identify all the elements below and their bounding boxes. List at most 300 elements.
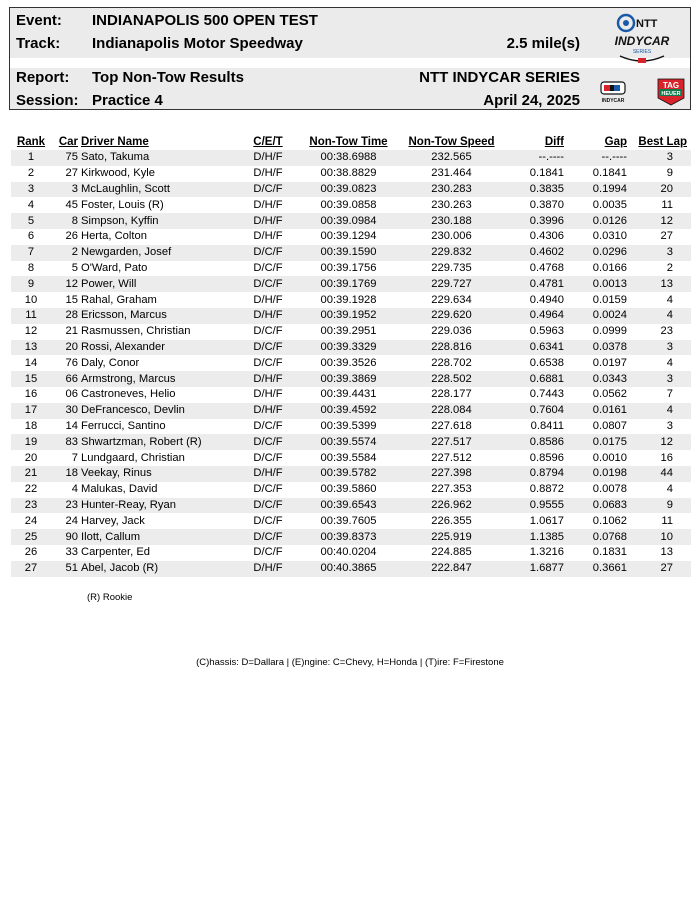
cell-speed: 222.847	[399, 561, 504, 577]
cell-cet: D/C/F	[238, 276, 298, 292]
cell-car: 15	[65, 293, 78, 306]
cell-time: 00:39.3329	[298, 340, 399, 356]
cell-speed: 226.962	[399, 498, 504, 514]
cell-driver: O'Ward, Pato	[81, 261, 148, 274]
cell-time: 00:38.6988	[298, 150, 399, 166]
indycar-text: INDYCAR	[614, 34, 670, 48]
cell-cet: D/C/F	[253, 419, 283, 432]
cell-diff: 0.8586	[504, 434, 568, 450]
cell-driver: Shwartzman, Robert (R)	[78, 434, 238, 450]
cell-bestlap: 13	[633, 276, 691, 292]
cell-gap: 0.0768	[568, 529, 633, 545]
col-driver: Driver Name	[81, 135, 149, 148]
cell-speed: 227.618	[431, 419, 472, 432]
cell-bestlap: 23	[660, 325, 673, 338]
cell-time: 00:39.3869	[298, 371, 399, 387]
cell-diff: 1.3216	[529, 546, 564, 559]
cell-gap: 0.0197	[592, 356, 627, 369]
cell-cet: D/C/F	[238, 529, 298, 545]
table-row	[11, 513, 691, 529]
cell-diff: 0.8794	[504, 466, 568, 482]
table-row	[11, 355, 691, 371]
cell-driver: Carpenter, Ed	[81, 546, 151, 559]
cell-cet: D/C/F	[238, 434, 298, 450]
cell-gap: 0.0035	[592, 198, 627, 211]
cell-cet: D/C/F	[253, 514, 283, 527]
cell-diff: 0.5963	[529, 325, 564, 338]
cell-time: 00:39.1769	[298, 276, 399, 292]
cell-speed: 229.832	[399, 245, 504, 261]
cell-gap: 0.0024	[568, 308, 633, 324]
cell-speed: 230.188	[399, 213, 504, 229]
cell-diff: 0.6341	[504, 340, 568, 356]
cell-car: 23	[51, 498, 78, 514]
cell-driver: Lundgaard, Christian	[81, 451, 185, 464]
cell-bestlap: 3	[666, 419, 673, 432]
cell-bestlap: 4	[633, 403, 691, 419]
cell-car: 18	[51, 466, 78, 482]
cell-diff: 0.6538	[529, 356, 564, 369]
cell-time: 00:39.6543	[298, 498, 399, 514]
cell-car: 83	[51, 434, 78, 450]
cell-rank: 27	[11, 561, 51, 577]
cell-car: 3	[51, 182, 78, 198]
cell-driver: Ferrucci, Santino	[81, 419, 166, 432]
table-row	[11, 292, 691, 308]
table-row	[11, 482, 691, 498]
cell-time: 00:39.1952	[298, 308, 399, 324]
cell-speed: 229.735	[431, 261, 472, 274]
cell-time: 00:39.5782	[298, 466, 399, 482]
cell-diff: 0.3835	[504, 182, 568, 198]
table-row	[11, 245, 691, 261]
flag-icon	[638, 58, 646, 63]
cell-driver: Rahal, Graham	[81, 293, 157, 306]
cell-diff: 0.9555	[504, 498, 568, 514]
cell-speed: 225.919	[399, 529, 504, 545]
cell-time: 00:39.5574	[298, 434, 399, 450]
cell-cet: D/H/F	[238, 403, 298, 419]
cell-time: 00:39.0984	[298, 213, 399, 229]
cell-diff: 0.3996	[504, 213, 568, 229]
event-label: Event:	[16, 12, 62, 29]
ntt-dot-icon	[623, 20, 629, 26]
indycar-small-text: INDYCAR	[601, 98, 625, 104]
cell-diff: 0.3870	[529, 198, 564, 211]
session-value: Practice 4	[92, 92, 163, 109]
cell-speed: 229.620	[399, 308, 504, 324]
cell-speed: 224.885	[431, 546, 472, 559]
cell-car: 20	[51, 340, 78, 356]
table-row	[11, 403, 691, 419]
table-row	[11, 213, 691, 229]
cell-time: 00:39.5584	[320, 451, 377, 464]
cell-speed: 226.355	[431, 514, 472, 527]
cell-diff: 1.6877	[504, 561, 568, 577]
col-gap: Gap	[604, 135, 627, 148]
table-row	[11, 466, 691, 482]
cell-time: 00:39.1756	[320, 261, 377, 274]
cell-rank: 10	[24, 293, 38, 306]
cell-time: 00:39.1590	[298, 245, 399, 261]
col-diff: Diff	[544, 135, 564, 148]
cell-driver: Newgarden, Josef	[78, 245, 238, 261]
cell-diff: --.----	[504, 150, 568, 166]
cell-rank: 6	[27, 230, 35, 243]
cell-cet: D/H/F	[253, 167, 283, 180]
cell-car: 76	[65, 356, 78, 369]
cell-car: 33	[65, 546, 78, 559]
cell-bestlap: 11	[661, 198, 673, 211]
cell-diff: 0.4781	[504, 276, 568, 292]
series-text: SERIES	[632, 49, 652, 55]
col-cet: C/E/T	[253, 135, 283, 148]
cell-driver: Simpson, Kyffin	[78, 213, 238, 229]
cell-speed: 230.006	[431, 230, 472, 243]
cell-diff: 0.4964	[504, 308, 568, 324]
cell-bestlap: 27	[633, 561, 691, 577]
cell-driver: McLaughlin, Scott	[78, 182, 238, 198]
cell-bestlap: 20	[633, 182, 691, 198]
table-row	[11, 419, 691, 435]
cell-gap: 0.3661	[568, 561, 633, 577]
cell-speed: 227.517	[399, 434, 504, 450]
cell-car: 2	[51, 245, 78, 261]
cell-rank: 20	[24, 451, 38, 464]
cell-gap: 0.0161	[568, 403, 633, 419]
cell-rank: 4	[27, 198, 35, 211]
table-row	[11, 197, 691, 213]
cell-driver: Sato, Takuma	[78, 150, 238, 166]
cell-cet: D/C/F	[238, 182, 298, 198]
cell-cet: D/C/F	[253, 325, 283, 338]
cet-legend: (C)hassis: D=Dallara | (E)ngine: C=Chevy, H=Honda | (T)ire: F=Firestone	[196, 657, 504, 668]
cell-cet: D/H/F	[238, 561, 298, 577]
cell-gap: 0.1062	[592, 514, 627, 527]
cell-bestlap: 3	[633, 245, 691, 261]
cell-driver: Abel, Jacob (R)	[78, 561, 238, 577]
table-row	[11, 276, 691, 292]
cell-speed: 227.398	[399, 466, 504, 482]
indycar-small-logo	[598, 80, 628, 104]
cell-bestlap: 7	[666, 388, 673, 401]
cell-driver: Foster, Louis (R)	[81, 198, 164, 211]
cell-rank: 19	[11, 434, 51, 450]
cell-car: 06	[65, 388, 78, 401]
cell-diff: 0.8411	[530, 419, 564, 432]
cell-car: 7	[71, 451, 78, 464]
cell-rank: 17	[11, 403, 51, 419]
table-row	[11, 229, 691, 245]
table-row	[11, 166, 691, 182]
cell-rank: 16	[24, 388, 38, 401]
table-row	[11, 545, 691, 561]
cell-cet: D/C/F	[238, 245, 298, 261]
cell-speed: 229.727	[399, 276, 504, 292]
cell-cet: D/H/F	[253, 230, 283, 243]
cell-speed: 227.512	[431, 451, 472, 464]
cell-cet: D/C/F	[238, 498, 298, 514]
cell-rank: 21	[11, 466, 51, 482]
cell-cet: D/C/F	[253, 261, 283, 274]
header-divider	[10, 58, 690, 68]
cell-bestlap: 3	[633, 340, 691, 356]
tag-text: TAG	[662, 81, 680, 90]
cell-cet: D/C/F	[253, 356, 283, 369]
cell-gap: 0.0378	[568, 340, 633, 356]
cell-gap: 0.0166	[592, 261, 627, 274]
cell-rank: 9	[11, 276, 51, 292]
cell-bestlap: 16	[660, 451, 673, 464]
cell-time: 00:39.1928	[320, 293, 377, 306]
cell-bestlap: 3	[633, 371, 691, 387]
cell-diff: 0.7443	[529, 388, 564, 401]
cell-bestlap: 4	[666, 483, 673, 496]
cell-bestlap: 2	[666, 261, 673, 274]
cell-bestlap: 4	[666, 293, 673, 306]
table-row	[11, 261, 691, 277]
cell-driver: DeFrancesco, Devlin	[78, 403, 238, 419]
cell-gap: 0.0175	[568, 434, 633, 450]
cell-rank: 12	[24, 325, 38, 338]
cell-speed: 230.263	[431, 198, 472, 211]
cell-rank: 2	[27, 167, 35, 180]
cell-driver: Ericsson, Marcus	[78, 308, 238, 324]
cell-speed: 229.036	[431, 325, 472, 338]
cell-bestlap: 4	[633, 308, 691, 324]
cell-bestlap: 4	[666, 356, 673, 369]
cell-speed: 228.177	[431, 388, 472, 401]
cell-diff: 1.1385	[504, 529, 568, 545]
cell-speed: 228.084	[399, 403, 504, 419]
cell-car: 30	[51, 403, 78, 419]
cell-bestlap: 3	[633, 150, 691, 166]
table-row	[11, 434, 691, 450]
cell-car: 27	[65, 167, 78, 180]
cell-bestlap: 11	[661, 514, 673, 527]
cell-bestlap: 9	[666, 167, 673, 180]
results-table	[11, 133, 691, 577]
cell-driver: Rossi, Alexander	[78, 340, 238, 356]
cell-cet: D/C/F	[253, 451, 283, 464]
cell-rank: 18	[24, 419, 38, 432]
cell-cet: D/H/F	[238, 150, 298, 166]
table-row	[11, 308, 691, 324]
cell-bestlap: 12	[633, 213, 691, 229]
track-length: 2.5 mile(s)	[506, 35, 580, 52]
cell-driver: Malukas, David	[81, 483, 158, 496]
col-car: Car	[58, 135, 78, 148]
cell-cet: D/C/F	[238, 340, 298, 356]
report-header	[9, 7, 691, 110]
cell-time: 00:39.5399	[320, 419, 377, 432]
cell-diff: 0.4940	[529, 293, 564, 306]
cell-driver: Daly, Conor	[81, 356, 140, 369]
cell-rank: 8	[27, 261, 35, 274]
cell-time: 00:39.7605	[320, 514, 377, 527]
cell-gap: 0.0078	[592, 483, 627, 496]
heuer-text: HEUER	[661, 91, 681, 97]
cell-time: 00:39.3526	[320, 356, 377, 369]
indycar-logo	[612, 12, 672, 68]
report-label: Report:	[16, 69, 70, 86]
cell-speed: 228.702	[431, 356, 472, 369]
table-row	[11, 371, 691, 387]
cell-rank: 14	[24, 356, 38, 369]
cell-bestlap: 9	[633, 498, 691, 514]
cell-speed: 231.464	[431, 167, 472, 180]
rookie-footnote: (R) Rookie	[87, 592, 133, 603]
cell-gap: 0.0126	[568, 213, 633, 229]
cell-driver: Herta, Colton	[81, 230, 147, 243]
cell-car: 28	[51, 308, 78, 324]
cell-cet: D/H/F	[253, 293, 283, 306]
cell-bestlap: 10	[633, 529, 691, 545]
cell-time: 00:39.4431	[320, 388, 377, 401]
cell-rank: 26	[24, 546, 38, 559]
cell-bestlap: 12	[633, 434, 691, 450]
cell-gap: 0.0999	[592, 325, 627, 338]
cell-gap: 0.0807	[592, 419, 627, 432]
table-row	[11, 450, 691, 466]
cell-cet: D/H/F	[253, 388, 283, 401]
cell-speed: 227.353	[431, 483, 472, 496]
cell-rank: 1	[11, 150, 51, 166]
cell-cet: D/H/F	[238, 371, 298, 387]
col-time: Non-Tow Time	[309, 135, 388, 148]
table-row	[11, 182, 691, 198]
cell-diff: 0.8872	[529, 483, 564, 496]
cell-rank: 15	[11, 371, 51, 387]
cell-time: 00:39.8373	[298, 529, 399, 545]
cell-driver: Veekay, Rinus	[78, 466, 238, 482]
cell-bestlap: 44	[633, 466, 691, 482]
col-rank: Rank	[16, 135, 46, 148]
cell-bestlap: 13	[660, 546, 673, 559]
cell-gap: 0.0683	[568, 498, 633, 514]
table-row	[11, 561, 691, 577]
ntt-text: NTT	[636, 18, 658, 30]
cell-gap: 0.0159	[592, 293, 627, 306]
col-speed: Non-Tow Speed	[408, 135, 495, 148]
cell-speed: 229.634	[431, 293, 472, 306]
cell-speed: 230.283	[399, 182, 504, 198]
tag-heuer-logo	[655, 78, 687, 106]
cell-car: 24	[65, 514, 78, 527]
cell-cet: D/H/F	[238, 308, 298, 324]
cell-car: 8	[51, 213, 78, 229]
cell-bestlap: 27	[660, 230, 673, 243]
cell-driver: Rasmussen, Christian	[81, 325, 191, 338]
cell-diff: 0.1841	[529, 167, 564, 180]
cell-gap: 0.0010	[592, 451, 627, 464]
cell-diff: 0.6881	[504, 371, 568, 387]
session-label: Session:	[16, 92, 79, 109]
cell-driver: Castroneves, Helio	[81, 388, 176, 401]
cell-driver: Power, Will	[78, 276, 238, 292]
cell-cet: D/H/F	[253, 198, 283, 211]
cell-car: 21	[65, 325, 78, 338]
cell-driver: Hunter-Reay, Ryan	[78, 498, 238, 514]
cell-rank: 5	[11, 213, 51, 229]
cell-time: 00:39.1294	[320, 230, 377, 243]
cell-car: 66	[51, 371, 78, 387]
track-label: Track:	[16, 35, 61, 52]
cell-car: 75	[51, 150, 78, 166]
cell-driver: Kirkwood, Kyle	[81, 167, 155, 180]
cell-gap: --.----	[568, 150, 633, 166]
cell-speed: 228.816	[399, 340, 504, 356]
cell-diff: 0.4768	[529, 261, 564, 274]
cell-cet: D/C/F	[253, 483, 283, 496]
table-row	[11, 340, 691, 356]
cell-speed: 228.502	[399, 371, 504, 387]
cell-time: 00:39.2951	[320, 325, 377, 338]
cell-gap: 0.0310	[592, 230, 627, 243]
table-header-row	[11, 133, 691, 150]
cell-rank: 11	[11, 308, 51, 324]
cell-driver: Ilott, Callum	[78, 529, 238, 545]
table-row	[11, 529, 691, 545]
cell-gap: 0.0296	[568, 245, 633, 261]
cell-gap: 0.0343	[568, 371, 633, 387]
cell-time: 00:40.0204	[320, 546, 377, 559]
cell-rank: 13	[11, 340, 51, 356]
cell-time: 00:39.0858	[320, 198, 377, 211]
cell-time: 00:40.3865	[298, 561, 399, 577]
cell-gap: 0.0562	[592, 388, 627, 401]
event-value: INDIANAPOLIS 500 OPEN TEST	[92, 12, 318, 29]
table-row	[11, 324, 691, 340]
cell-rank: 25	[11, 529, 51, 545]
col-bestlap: Best Lap	[638, 135, 687, 148]
cell-diff: 1.0617	[529, 514, 564, 527]
cell-car: 26	[65, 230, 78, 243]
cell-rank: 7	[11, 245, 51, 261]
cell-rank: 3	[11, 182, 51, 198]
cell-gap: 0.0198	[568, 466, 633, 482]
cell-time: 00:39.0823	[298, 182, 399, 198]
cell-car: 5	[71, 261, 78, 274]
cell-diff: 0.8596	[529, 451, 564, 464]
cell-driver: Armstrong, Marcus	[78, 371, 238, 387]
cell-gap: 0.0013	[568, 276, 633, 292]
track-value: Indianapolis Motor Speedway	[92, 35, 303, 52]
table-row	[11, 150, 691, 166]
cell-gap: 0.1831	[592, 546, 627, 559]
cell-time: 00:39.4592	[298, 403, 399, 419]
cell-car: 14	[65, 419, 78, 432]
cell-car: 4	[71, 483, 78, 496]
table-row	[11, 498, 691, 514]
report-date: April 24, 2025	[483, 92, 580, 109]
cell-car: 51	[51, 561, 78, 577]
cell-car: 45	[65, 198, 78, 211]
cell-cet: D/H/F	[238, 213, 298, 229]
cell-cet: D/H/F	[238, 466, 298, 482]
cell-time: 00:39.5860	[320, 483, 377, 496]
cell-diff: 0.7604	[504, 403, 568, 419]
cell-diff: 0.4306	[529, 230, 564, 243]
cell-gap: 0.1841	[592, 167, 627, 180]
cell-gap: 0.1994	[568, 182, 633, 198]
table-row	[11, 387, 691, 403]
cell-cet: D/C/F	[253, 546, 283, 559]
cell-car: 90	[51, 529, 78, 545]
cell-time: 00:38.8829	[320, 167, 377, 180]
cell-rank: 22	[24, 483, 38, 496]
cell-car: 12	[51, 276, 78, 292]
